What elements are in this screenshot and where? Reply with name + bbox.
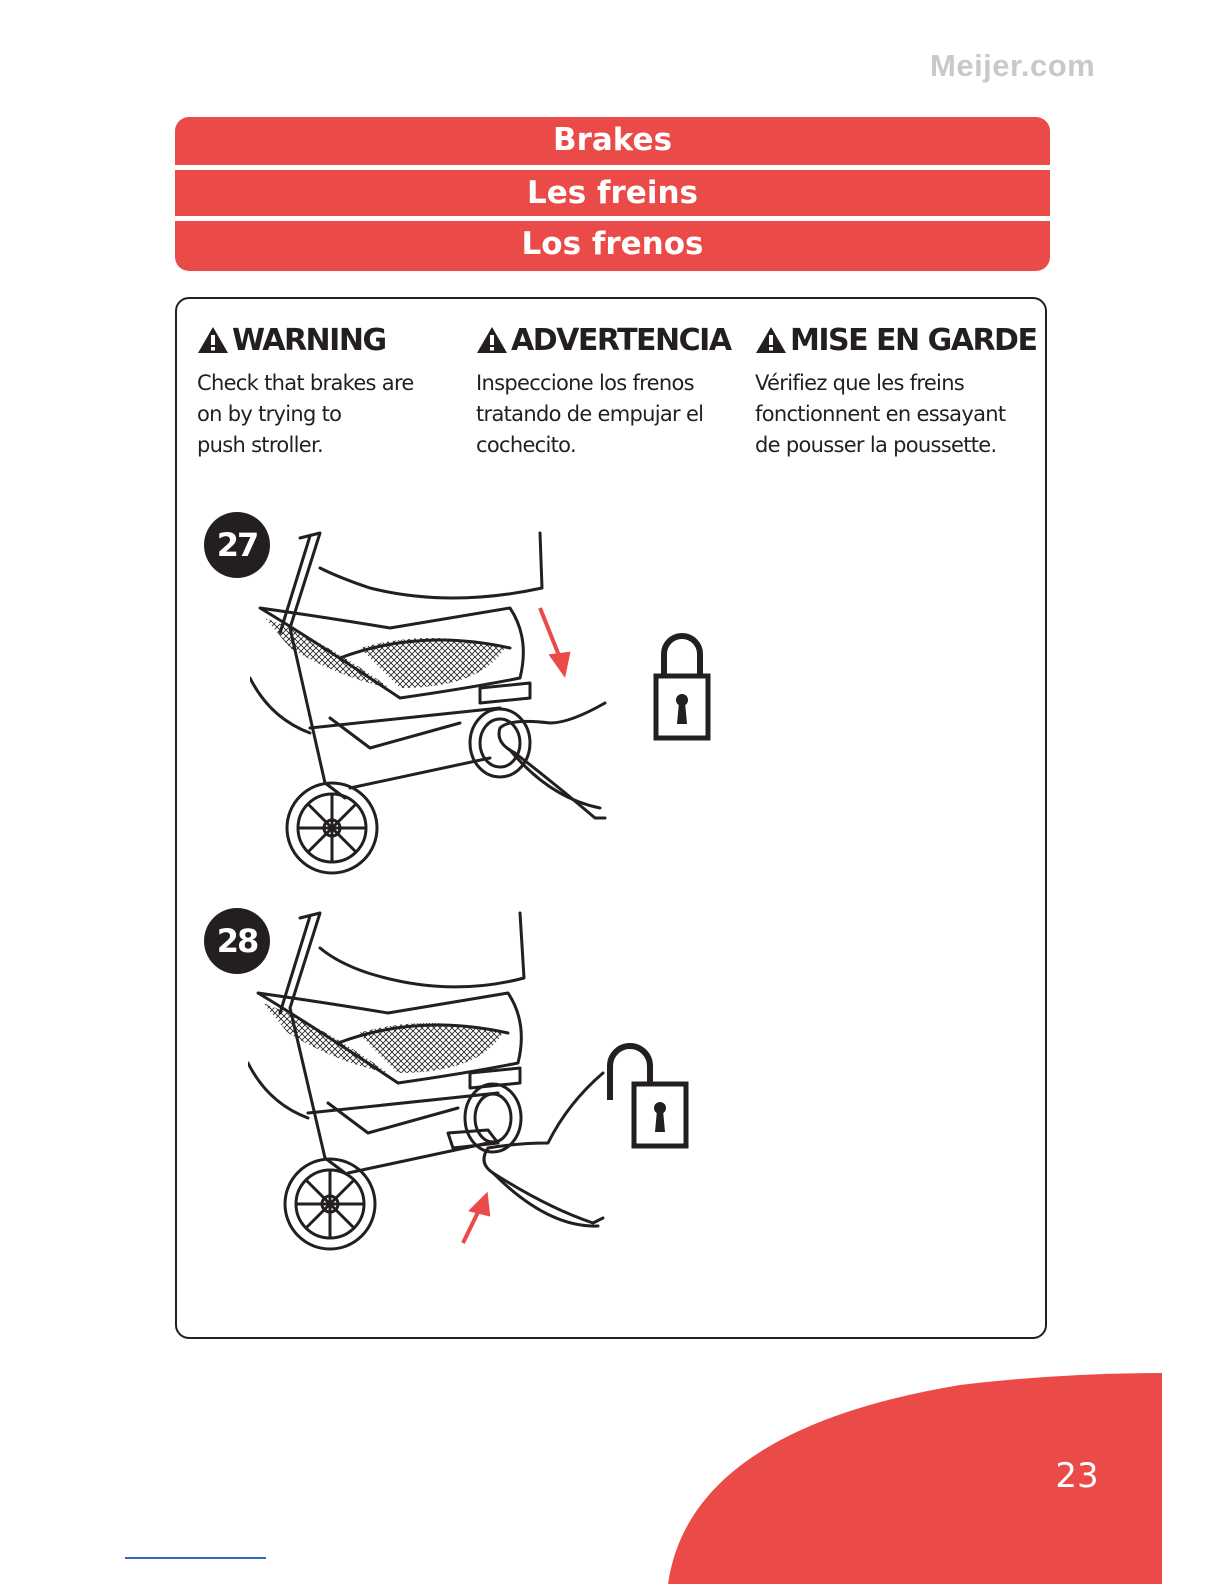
page-number: 23 <box>1055 1456 1099 1496</box>
step-number-badge: 28 <box>204 908 270 974</box>
watermark: Meijer.com <box>930 48 1096 83</box>
warning-heading-text: WARNING <box>232 322 386 358</box>
title-spanish: Los frenos <box>175 221 1050 271</box>
warning-body: Inspeccione los frenos tratando de empujar el cochecito. <box>476 371 704 457</box>
title-english: Brakes <box>175 117 1050 165</box>
warning-heading-text: ADVERTENCIA <box>511 322 731 358</box>
warning-body: Vérifiez que les freins fonctionnent en essayant de pousser la poussette. <box>755 371 1006 457</box>
title-french: Les freins <box>175 170 1050 216</box>
step-number-badge: 27 <box>204 512 270 578</box>
warning-heading-text: MISE EN GARDE <box>790 322 1037 358</box>
warning-body: Check that brakes are on by trying to push stroller. <box>197 371 414 457</box>
footer-rule <box>125 1557 266 1559</box>
